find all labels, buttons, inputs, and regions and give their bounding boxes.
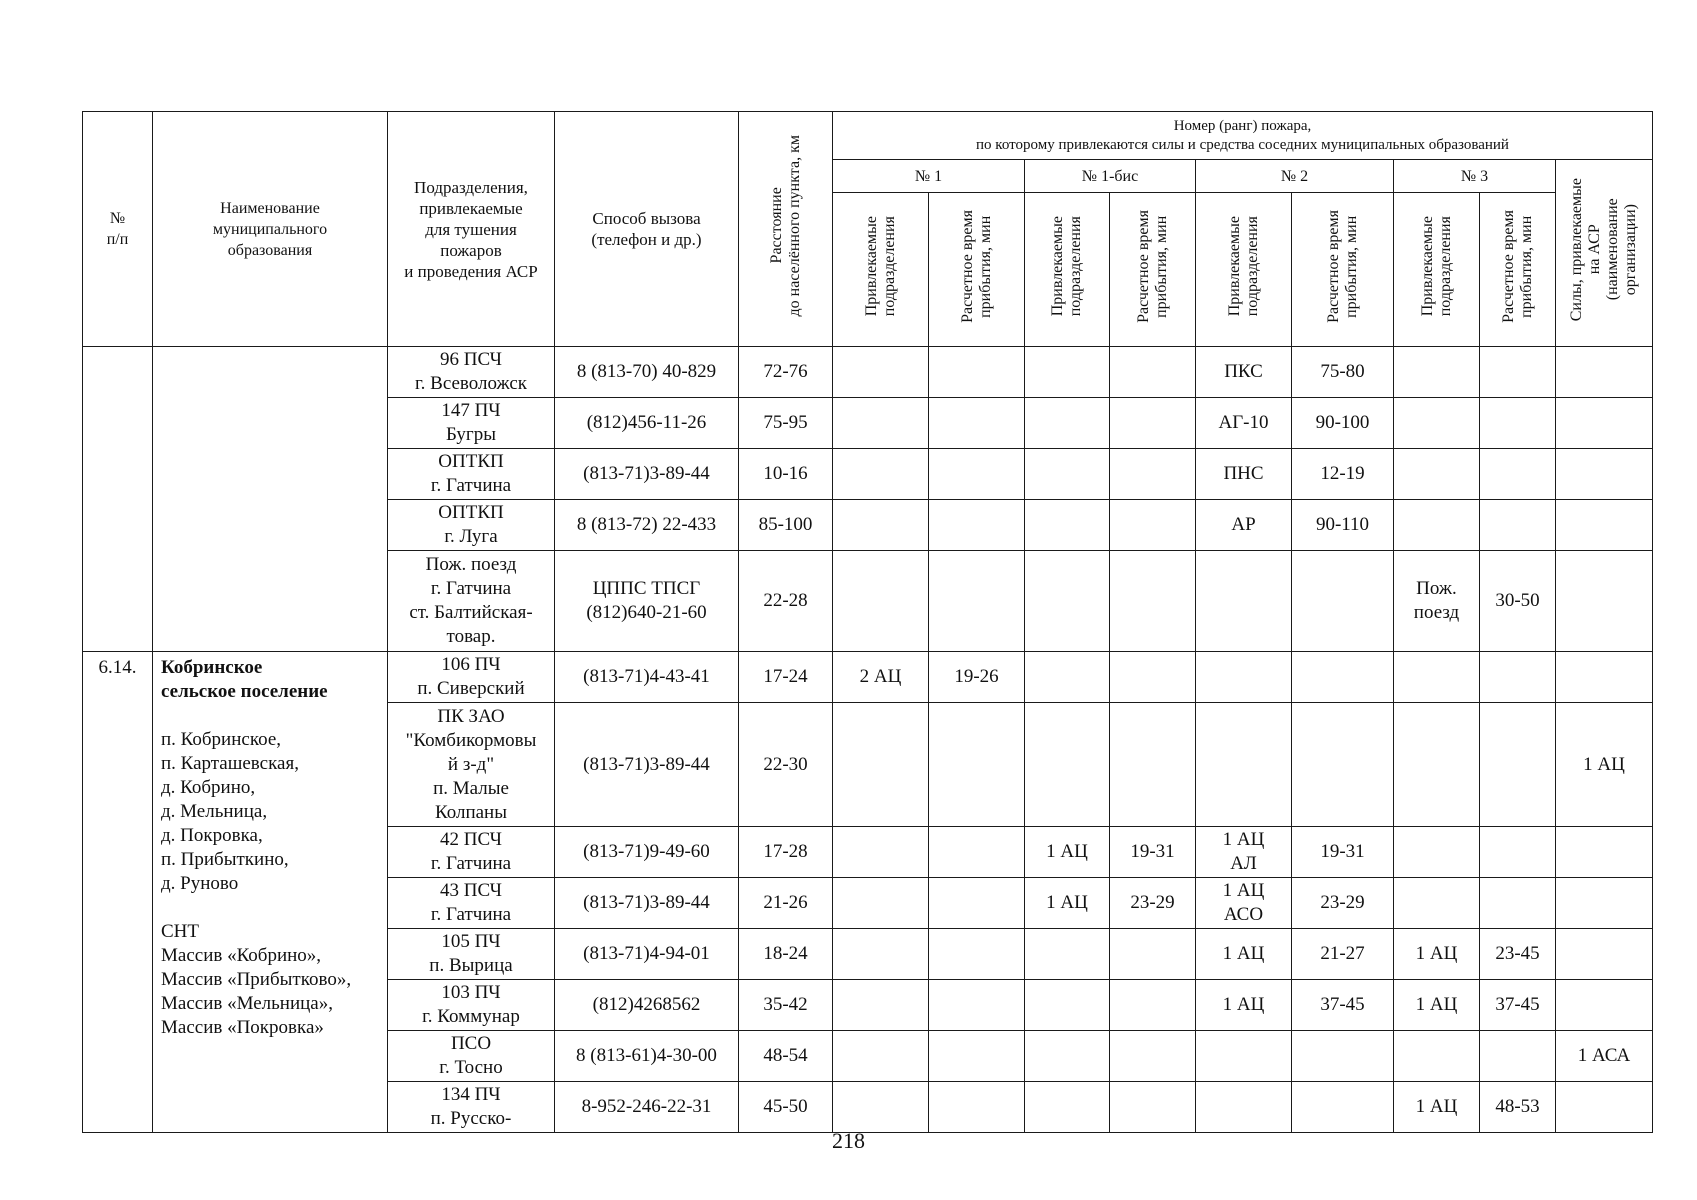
r1bis-time-cell <box>1110 703 1196 827</box>
distance-cell: 85-100 <box>739 500 833 551</box>
r3-time-cell <box>1480 703 1556 827</box>
r3-units-cell: Пож. поезд <box>1394 551 1480 652</box>
r3-units-cell <box>1394 398 1480 449</box>
asr-cell <box>1556 347 1653 398</box>
distance-cell: 17-24 <box>739 652 833 703</box>
r3-time-cell <box>1480 347 1556 398</box>
section-places: п. Кобринское, п. Карташевская, д. Кобрино, д. Мельница, д. Покровка, п. Прибыткино, д. Руново <box>161 729 299 894</box>
phone-cell: 8-952-246-22-31 <box>555 1082 739 1133</box>
phone-cell: (813-71)3-89-44 <box>555 703 739 827</box>
unit-cell: Пож. поезд г. Гатчина ст. Балтийская- товар. <box>388 551 555 652</box>
r1bis-time-cell <box>1110 929 1196 980</box>
r1bis-time-cell <box>1110 347 1196 398</box>
distance-cell: 48-54 <box>739 1031 833 1082</box>
unit-cell: ПК ЗАО "Комбикормовы й з-д" п. Малые Колпаны <box>388 703 555 827</box>
header-units: Подразделения, привлекаемые для тушения пожаров и проведения АСР <box>388 112 555 347</box>
r1-time-cell <box>929 929 1025 980</box>
header-rank-3: № 3 <box>1394 160 1556 193</box>
r1bis-units-cell: 1 АЦ <box>1025 878 1110 929</box>
r1-time-cell <box>929 703 1025 827</box>
asr-cell <box>1556 827 1653 878</box>
asr-cell <box>1556 551 1653 652</box>
r1bis-units-cell <box>1025 398 1110 449</box>
r2-units-cell: 1 АЦ АЛ <box>1196 827 1292 878</box>
header-r1-units: Привлекаемые подразделения <box>833 193 929 347</box>
r1-units-cell <box>833 1031 929 1082</box>
r1-time-cell <box>929 347 1025 398</box>
header-r1-time: Расчетное время прибытия, мин <box>929 193 1025 347</box>
r1-units-cell <box>833 449 929 500</box>
asr-cell <box>1556 1082 1653 1133</box>
r1-units-cell: 2 АЦ <box>833 652 929 703</box>
r2-time-cell <box>1292 652 1394 703</box>
r3-time-cell: 37-45 <box>1480 980 1556 1031</box>
distance-cell: 21-26 <box>739 878 833 929</box>
distance-cell: 17-28 <box>739 827 833 878</box>
r1-time-cell <box>929 398 1025 449</box>
asr-cell <box>1556 980 1653 1031</box>
r1bis-units-cell <box>1025 449 1110 500</box>
phone-cell: (813-71)3-89-44 <box>555 878 739 929</box>
r2-time-cell: 75-80 <box>1292 347 1394 398</box>
r2-units-cell <box>1196 1082 1292 1133</box>
distance-cell: 45-50 <box>739 1082 833 1133</box>
r1bis-units-cell <box>1025 703 1110 827</box>
table-row <box>83 347 1653 398</box>
asr-cell <box>1556 500 1653 551</box>
asr-cell <box>1556 878 1653 929</box>
r3-units-cell <box>1394 449 1480 500</box>
r2-time-cell <box>1292 1031 1394 1082</box>
section-municipality <box>153 652 388 1133</box>
r3-units-cell: 1 АЦ <box>1394 1082 1480 1133</box>
header-r2-units: Привлекаемые подразделения <box>1196 193 1292 347</box>
r2-units-cell: 1 АЦ <box>1196 929 1292 980</box>
r3-time-cell <box>1480 449 1556 500</box>
distance-cell: 35-42 <box>739 980 833 1031</box>
header-r3-time: Расчетное время прибытия, мин <box>1480 193 1556 347</box>
r1-units-cell <box>833 878 929 929</box>
r2-time-cell: 12-19 <box>1292 449 1394 500</box>
r2-units-cell <box>1196 1031 1292 1082</box>
phone-cell: (812)4268562 <box>555 980 739 1031</box>
r1bis-units-cell <box>1025 1031 1110 1082</box>
r1-time-cell <box>929 1031 1025 1082</box>
asr-cell <box>1556 652 1653 703</box>
r1-units-cell <box>833 1082 929 1133</box>
r3-time-cell <box>1480 827 1556 878</box>
r1bis-time-cell <box>1110 980 1196 1031</box>
r3-time-cell: 48-53 <box>1480 1082 1556 1133</box>
unit-cell: 105 ПЧ п. Вырица <box>388 929 555 980</box>
header-r2-time: Расчетное время прибытия, мин <box>1292 193 1394 347</box>
r2-units-cell <box>1196 703 1292 827</box>
distance-cell: 22-28 <box>739 551 833 652</box>
r3-units-cell <box>1394 652 1480 703</box>
phone-cell: (812)456-11-26 <box>555 398 739 449</box>
r2-units-cell <box>1196 551 1292 652</box>
distance-cell: 72-76 <box>739 347 833 398</box>
r1bis-time-cell <box>1110 398 1196 449</box>
r2-time-cell <box>1292 703 1394 827</box>
r3-units-cell <box>1394 878 1480 929</box>
r2-units-cell: АГ-10 <box>1196 398 1292 449</box>
distance-cell: 18-24 <box>739 929 833 980</box>
r1-time-cell <box>929 827 1025 878</box>
r1bis-units-cell <box>1025 980 1110 1031</box>
r1-time-cell <box>929 449 1025 500</box>
r1-time-cell: 19-26 <box>929 652 1025 703</box>
r2-units-cell <box>1196 652 1292 703</box>
r3-time-cell: 30-50 <box>1480 551 1556 652</box>
header-call: Способ вызова (телефон и др.) <box>555 112 739 347</box>
r1bis-units-cell <box>1025 1082 1110 1133</box>
r1-time-cell <box>929 500 1025 551</box>
header-num: № п/п <box>83 112 153 347</box>
r2-units-cell: ПНС <box>1196 449 1292 500</box>
r3-units-cell <box>1394 347 1480 398</box>
phone-cell: 8 (813-61)4-30-00 <box>555 1031 739 1082</box>
r1-units-cell <box>833 398 929 449</box>
asr-cell: 1 АЦ <box>1556 703 1653 827</box>
r1bis-units-cell <box>1025 551 1110 652</box>
r3-time-cell <box>1480 878 1556 929</box>
r1bis-time-cell <box>1110 551 1196 652</box>
r1bis-time-cell <box>1110 1082 1196 1133</box>
r3-units-cell <box>1394 703 1480 827</box>
r2-time-cell: 90-110 <box>1292 500 1394 551</box>
section-title: Кобринское сельское поселение <box>161 657 328 702</box>
unit-cell: 42 ПСЧ г. Гатчина <box>388 827 555 878</box>
distance-cell: 22-30 <box>739 703 833 827</box>
unit-cell: 134 ПЧ п. Русско- <box>388 1082 555 1133</box>
r2-time-cell <box>1292 551 1394 652</box>
r1bis-time-cell: 23-29 <box>1110 878 1196 929</box>
r2-time-cell <box>1292 1082 1394 1133</box>
r1bis-time-cell: 19-31 <box>1110 827 1196 878</box>
r1-units-cell <box>833 929 929 980</box>
r1bis-time-cell <box>1110 449 1196 500</box>
asr-cell: 1 АСА <box>1556 1031 1653 1082</box>
r1-units-cell <box>833 347 929 398</box>
r1bis-units-cell: 1 АЦ <box>1025 827 1110 878</box>
r2-time-cell: 21-27 <box>1292 929 1394 980</box>
header-asr: Силы, привлекаемые на АСР (наименование организации) <box>1556 160 1653 347</box>
unit-cell: 103 ПЧ г. Коммунар <box>388 980 555 1031</box>
r1-units-cell <box>833 500 929 551</box>
distance-cell: 75-95 <box>739 398 833 449</box>
header-distance: Расстояние до населённого пункта, км <box>739 112 833 347</box>
r3-time-cell <box>1480 500 1556 551</box>
distance-cell: 10-16 <box>739 449 833 500</box>
asr-cell <box>1556 929 1653 980</box>
r3-units-cell <box>1394 500 1480 551</box>
header-rank-2: № 2 <box>1196 160 1394 193</box>
phone-cell: (813-71)4-94-01 <box>555 929 739 980</box>
header-row-1 <box>83 112 1653 160</box>
r1bis-units-cell <box>1025 347 1110 398</box>
r2-units-cell: 1 АЦ АСО <box>1196 878 1292 929</box>
r1-time-cell <box>929 878 1025 929</box>
header-rank-title: Номер (ранг) пожара, по которому привлекаются силы и средства соседних муниципальных образований <box>833 112 1653 160</box>
r3-units-cell <box>1394 827 1480 878</box>
r1-units-cell <box>833 551 929 652</box>
asr-cell <box>1556 449 1653 500</box>
phone-cell: 8 (813-72) 22-433 <box>555 500 739 551</box>
unit-cell: 96 ПСЧ г. Всеволожск <box>388 347 555 398</box>
prev-municipality-cell <box>153 347 388 652</box>
section-snt: СНТ Массив «Кобрино», Массив «Прибытково», Массив «Мельница», Массив «Покровка» <box>161 921 352 1038</box>
r2-time-cell: 23-29 <box>1292 878 1394 929</box>
r1-time-cell <box>929 1082 1025 1133</box>
r1bis-units-cell <box>1025 652 1110 703</box>
prev-num-cell <box>83 347 153 652</box>
r1-units-cell <box>833 827 929 878</box>
r1bis-time-cell <box>1110 1031 1196 1082</box>
r2-units-cell: ПКС <box>1196 347 1292 398</box>
header-municipality: Наименование муниципального образования <box>153 112 388 347</box>
section-number: 6.14. <box>83 652 153 1133</box>
unit-cell: 106 ПЧ п. Сиверский <box>388 652 555 703</box>
r2-units-cell: АР <box>1196 500 1292 551</box>
r1bis-time-cell <box>1110 652 1196 703</box>
r2-time-cell: 90-100 <box>1292 398 1394 449</box>
r3-time-cell <box>1480 398 1556 449</box>
r3-time-cell <box>1480 1031 1556 1082</box>
fire-response-table <box>82 111 1653 1133</box>
phone-cell: (813-71)4-43-41 <box>555 652 739 703</box>
r1bis-units-cell <box>1025 500 1110 551</box>
asr-cell <box>1556 398 1653 449</box>
r1-time-cell <box>929 980 1025 1031</box>
unit-cell: 43 ПСЧ г. Гатчина <box>388 878 555 929</box>
r1-time-cell <box>929 551 1025 652</box>
r3-units-cell <box>1394 1031 1480 1082</box>
unit-cell: ПСО г. Тосно <box>388 1031 555 1082</box>
header-r1bis-time: Расчетное время прибытия, мин <box>1110 193 1196 347</box>
r2-time-cell: 19-31 <box>1292 827 1394 878</box>
r3-time-cell <box>1480 652 1556 703</box>
unit-cell: ОПТКП г. Луга <box>388 500 555 551</box>
unit-cell: ОПТКП г. Гатчина <box>388 449 555 500</box>
header-rank-1bis: № 1-бис <box>1025 160 1196 193</box>
header-r1bis-units: Привлекаемые подразделения <box>1025 193 1110 347</box>
r3-units-cell: 1 АЦ <box>1394 929 1480 980</box>
r3-time-cell: 23-45 <box>1480 929 1556 980</box>
unit-cell: 147 ПЧ Бугры <box>388 398 555 449</box>
phone-cell: 8 (813-70) 40-829 <box>555 347 739 398</box>
r1bis-units-cell <box>1025 929 1110 980</box>
page-number: 218 <box>832 1128 865 1153</box>
phone-cell: (813-71)3-89-44 <box>555 449 739 500</box>
r2-time-cell: 37-45 <box>1292 980 1394 1031</box>
phone-cell: ЦППС ТПСГ (812)640-21-60 <box>555 551 739 652</box>
header-rank-1: № 1 <box>833 160 1025 193</box>
r1bis-time-cell <box>1110 500 1196 551</box>
r1-units-cell <box>833 703 929 827</box>
r2-units-cell: 1 АЦ <box>1196 980 1292 1031</box>
table-row <box>83 652 1653 703</box>
r3-units-cell: 1 АЦ <box>1394 980 1480 1031</box>
r1-units-cell <box>833 980 929 1031</box>
header-r3-units: Привлекаемые подразделения <box>1394 193 1480 347</box>
phone-cell: (813-71)9-49-60 <box>555 827 739 878</box>
